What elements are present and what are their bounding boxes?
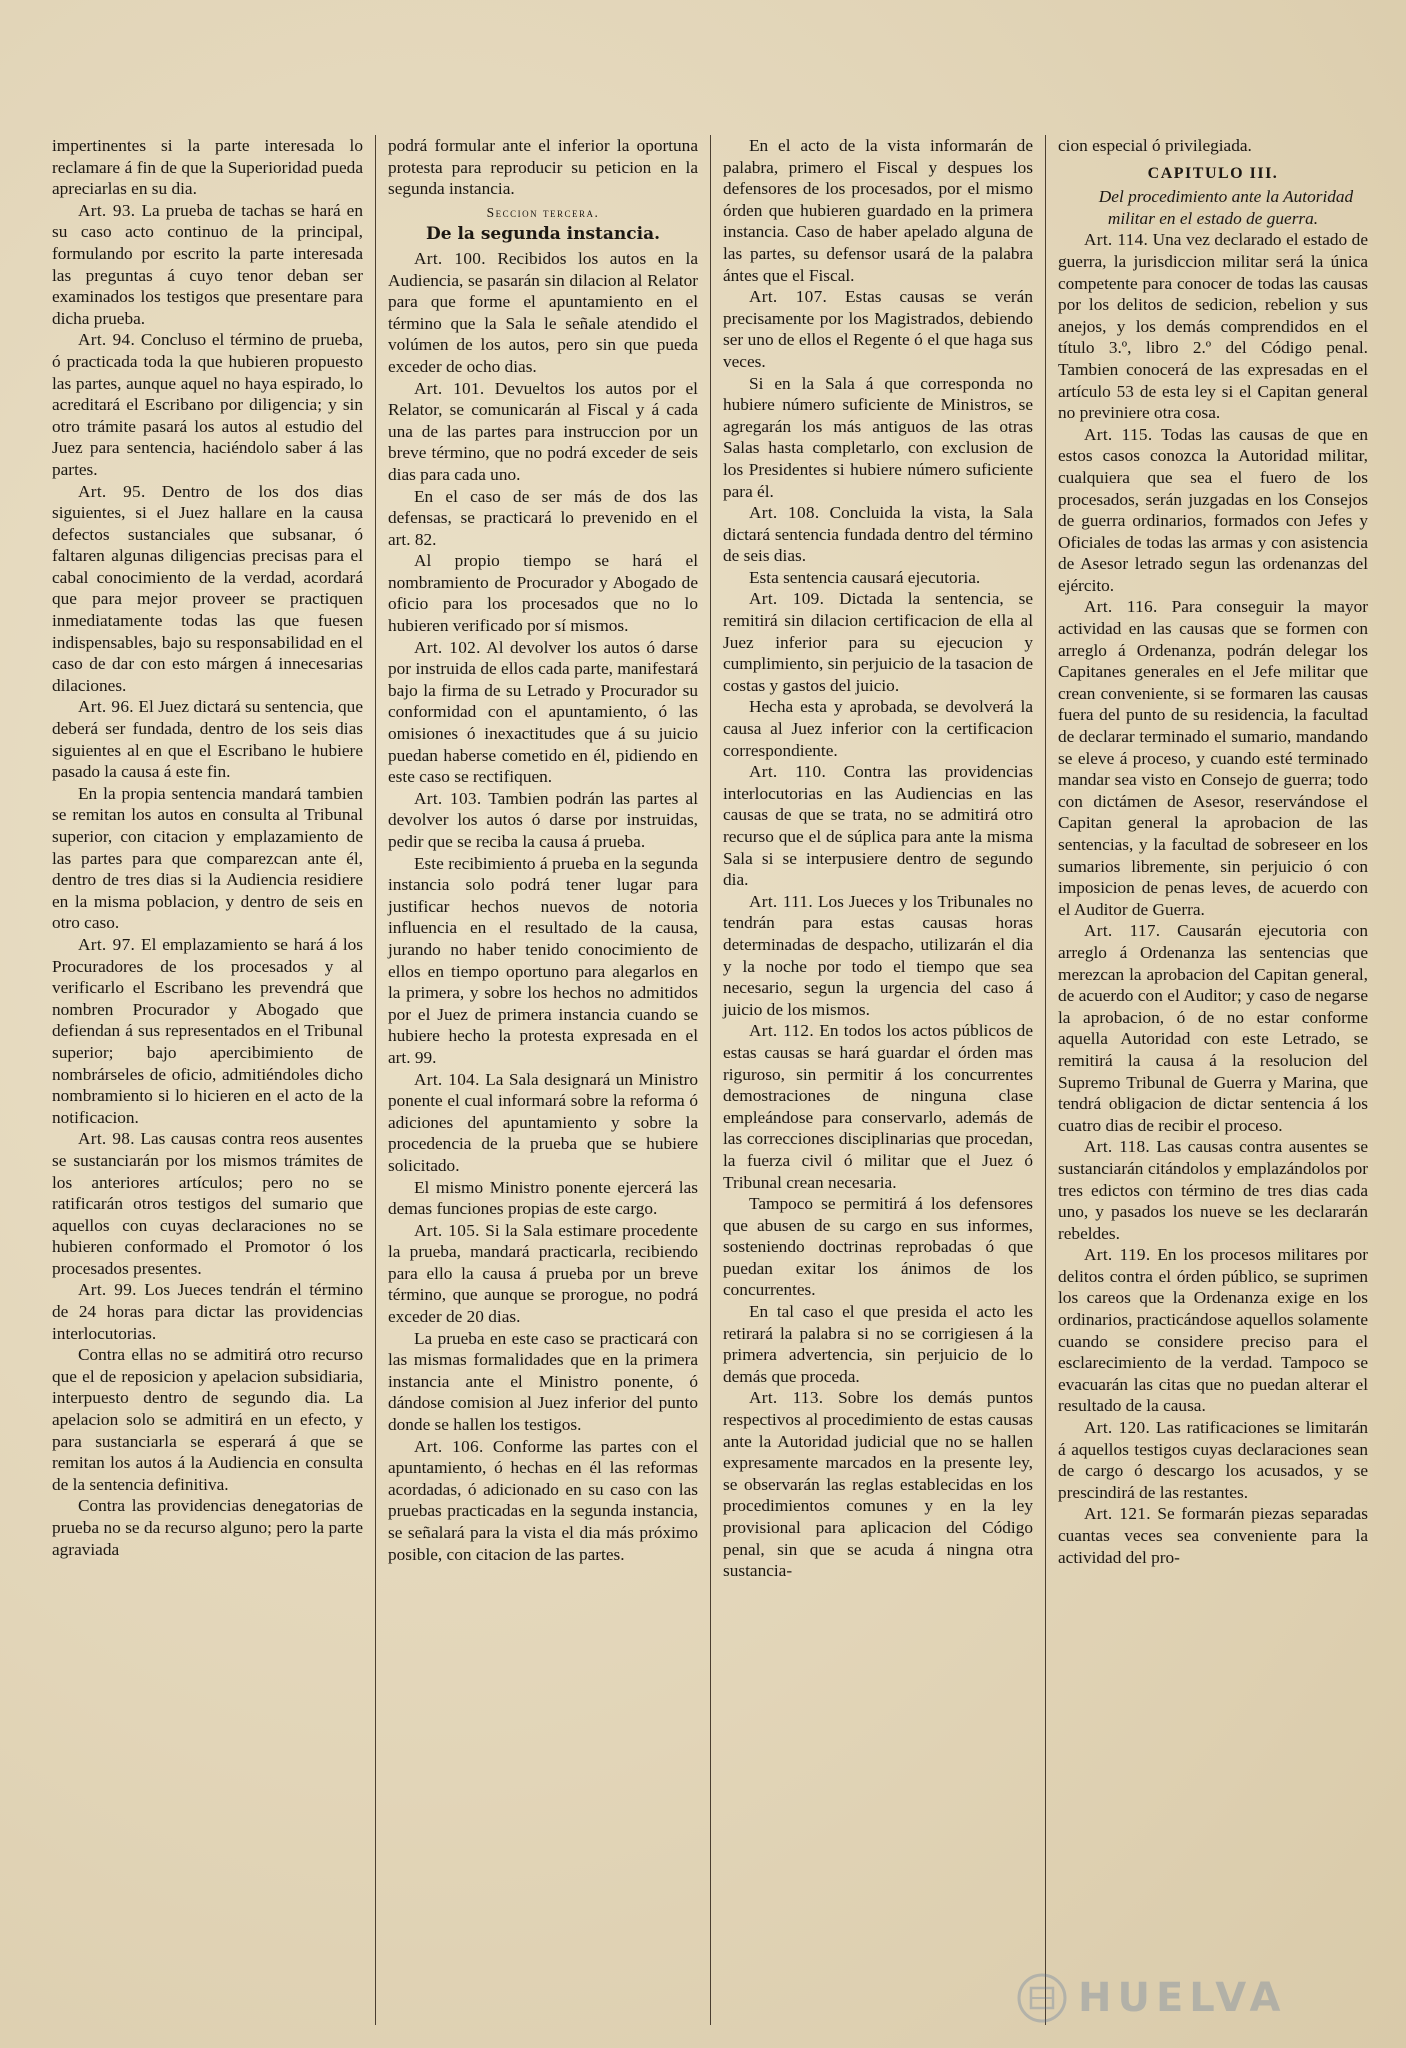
chapter-subtitle: Del procedimiento ante la Autoridad militar en el estado de guerra. <box>1098 187 1354 228</box>
article-paragraph <box>52 481 363 697</box>
text-paragraph <box>52 783 363 934</box>
paragraph-text: Las causas contra reos ausentes se sustanciarán por los mismos trámites de los anteriores artículos; pero no se ratificarán otros testigos del sumario que aquellos con cuyas declaraciones no se hubieren conformado el Promotor ó los procesados presentes. <box>52 1129 363 1278</box>
newspaper-page <box>40 135 1380 2025</box>
article-paragraph <box>52 200 363 330</box>
article-paragraph <box>388 1069 698 1177</box>
article-paragraph <box>52 1128 363 1279</box>
paragraph-text: Al devolver los autos ó darse por instruida de ellos cada parte, manifestará bajo la firma de su Letrado y Procurador su conformidad con el apuntamiento, ó las omisiones ó inexactitudes que á su juicio puedan haberse cometido en él, pidiendo en este caso se rectifiquen. <box>388 637 698 787</box>
paragraph-text: impertinentes si la parte interesada lo reclamare á fin de que la Superioridad pueda apreciarlas en su dia. <box>52 136 363 199</box>
article-number: Art. 103. <box>414 788 482 808</box>
paragraph-text: Estas causas se verán precisamente por los Magistrados, debiendo ser uno de ellos el Regente ó el que haga sus veces. <box>723 287 1033 371</box>
article-number: Art. 105. <box>414 1220 480 1240</box>
article-number: Art. 94. <box>78 330 136 350</box>
paragraph-text: Causarán ejecutoria con arreglo á Ordenanza las sentencias que merezcan la aprobacion del Capitan general, de acuerdo con el Auditor; y caso de negarse la aprobacion, ó de no estar conforme aquella Autoridad con este Letrado, se remitirá la causa á la resolucion del Supremo Tribunal de Guerra y Marina, que tendrá obligacion de dictar sentencia á los cuatro dias de recibir el proceso. <box>1058 921 1369 1135</box>
article-number: Art. 109. <box>749 589 825 609</box>
article-number: Art. 98. <box>78 1129 135 1149</box>
paragraph-text: El emplazamiento se hará á los Procuradores de los procesados y al verificarlo el Escribano les prevendrá que nombren Procurador y Abogado que defiendan á sus representados en el Tribunal superior; bajo apercibimiento de nombrárseles de oficio, admitiéndoles dicho nombramiento si lo hicieren en el acto de la notificacion. <box>52 934 363 1127</box>
paragraph-text: Hecha esta y aprobada, se devolverá la causa al Juez inferior con la certificacion correspondiente. <box>723 697 1033 760</box>
paragraph-text: Todas las causas de que en estos casos conozca la Autoridad militar, cualquiera que sea el fuero de los procesados, serán juzgadas en los Consejos de guerra ordinarios, formados con Jefes y Oficiales de todas las armas y con asistencia de Asesor letrado segun las ordenanzas del ejército. <box>1058 424 1368 595</box>
paragraph-text: Los Jueces y los Tribunales no tendrán para estas causas horas determinadas de despacho, utilizarán el dia y la noche por todo el tiempo que sea necesario, segun la urgencia del caso á juicio de los mismos. <box>723 891 1033 1019</box>
paragraph-text: Contra las providencias denegatorias de prueba no se da recurso alguno; pero la parte agraviada <box>52 1496 363 1559</box>
text-paragraph <box>388 1177 698 1220</box>
watermark <box>1016 1968 1346 2028</box>
article-number: Art. 116. <box>1084 597 1158 617</box>
text-paragraph <box>723 373 1033 503</box>
paragraph-text: Los Jueces tendrán el término de 24 horas para dictar las providencias interlocutorias. <box>52 1280 363 1343</box>
paragraph-text: Contra ellas no se admitirá otro recurso que el de reposicion y apelacion subsidiaria, interpuesto dentro de segundo dia. La apelacion solo se admitirá en un efecto, y para sustanciarla se esperará á que se remitan los autos á la Audiencia en consulta de la sentencia definitiva. <box>52 1345 363 1494</box>
article-number: Art. 100. <box>414 248 486 268</box>
text-paragraph <box>52 135 363 200</box>
paragraph-text: Tambien podrán las partes al devolver los autos ó darse por instruidas, pedir que se reciba la causa á prueba. <box>388 788 699 851</box>
chapter-heading: CAPITULO III. <box>1147 164 1279 182</box>
article-number: Art. 119. <box>1084 1245 1151 1265</box>
article-number: Art. 95. <box>78 481 146 501</box>
paragraph-text: Al propio tiempo se hará el nombramiento de Procurador y Abogado de oficio para los procesados que no lo hubieren verificado por sí mismos. <box>388 551 698 636</box>
article-paragraph <box>723 1020 1033 1193</box>
article-paragraph <box>388 1436 698 1566</box>
article-number: Art. 111. <box>749 891 813 911</box>
article-number: Art. 97. <box>78 934 136 954</box>
text-paragraph <box>388 135 698 200</box>
paragraph-text: En los procesos militares por delitos contra el órden público, se suprimen los careos que la Ordenanza exige en los ordinarios, practicándose aquellos solamente cuando se considere preciso para el esclarecimiento de la verdad. Tampoco se evacuarán las citas que no puedan alterar el resultado de la causa. <box>1058 1245 1369 1416</box>
paragraph-text: Esta sentencia causará ejecutoria. <box>749 567 981 587</box>
paragraph-text: Devueltos los autos por el Relator, se comunicarán al Fiscal y á cada una de las partes para instruccion por un breve término, que no podrá exceder de seis dias para cada uno. <box>388 378 698 484</box>
paragraph-text: Contra las providencias interlocutorias en las Audiencias en las causas de que se trata, no se admitirá otro recurso que el de súplica para ante la misma Sala si se interpusiere dentro de segundo dia. <box>723 762 1033 890</box>
paragraph-text: Si la Sala estimare procedente la prueba, mandará practicarla, recibiendo para ello la causa á prueba por un breve término, que aunque se prorogue, no podrá exceder de 20 dias. <box>388 1220 698 1327</box>
column-2 <box>375 135 710 2025</box>
article-number: Art. 121. <box>1084 1504 1151 1524</box>
paragraph-text: En el acto de la vista informarán de palabra, primero el Fiscal y despues los defensores de los procesados, por el mismo órden que hubieren guardado en la primera instancia. Caso de haber apelado alguna de las partes, su defensor usará de la palabra ántes que el Fiscal. <box>723 136 1033 285</box>
column-1 <box>40 135 375 2025</box>
paragraph-text: Concluso el término de prueba, ó practicada toda la que hubieren propuesto las partes, aunque aquel no haya espirado, lo acreditará el Escribano por diligencia; y sin otro trámite pasará los autos al estudio del Juez para sentencia, haciéndolo saber á las partes. <box>52 330 363 479</box>
article-number: Art. 99. <box>78 1280 137 1300</box>
article-paragraph <box>723 761 1033 891</box>
paragraph-text: El Juez dictará su sentencia, que deberá ser fundada, dentro de los seis dias siguientes al en que el Escribano le hubiere pasado la causa á este fin. <box>52 697 363 782</box>
text-paragraph <box>388 486 698 551</box>
article-paragraph <box>723 1387 1033 1581</box>
article-number: Art. 110. <box>749 762 827 782</box>
paragraph-text: Conforme las partes con el apuntamiento, ó hechas en él las reformas acordadas, ó adicionado en su caso con las pruebas practicadas en la segunda instancia, se señalará para la vista el dia más próximo posible, con citacion de las partes. <box>388 1436 698 1564</box>
article-number: Art. 101. <box>414 378 485 398</box>
text-paragraph <box>723 696 1033 761</box>
paragraph-text: Si en la Sala á que corresponda no hubiere número suficiente de Ministros, se agregarán los más antiguos de las otras Salas hasta completarlo, con exclusion de los Presidentes si hubiere número suficiente para él. <box>723 373 1033 501</box>
article-paragraph <box>388 1220 698 1328</box>
paragraph-text: La Sala designará un Ministro ponente el cual informará sobre la reforma ó adiciones del apuntamiento y sobre la procedencia de la prueba que se hubiere solicitado. <box>388 1069 698 1175</box>
article-number: Art. 102. <box>414 637 481 657</box>
column-4 <box>1045 135 1380 2025</box>
article-paragraph <box>723 588 1033 696</box>
article-paragraph <box>1058 229 1368 423</box>
text-paragraph <box>52 1344 363 1495</box>
paragraph-text: En tal caso el que presida el acto les retirará la palabra si no se corrigiesen á la primera advertencia, sin perjuicio de lo demás que proceda. <box>723 1302 1033 1386</box>
article-number: Art. 104. <box>414 1069 480 1089</box>
text-paragraph <box>388 1328 698 1436</box>
article-paragraph <box>1058 920 1368 1136</box>
article-paragraph <box>1058 596 1368 920</box>
article-number: Art. 114. <box>1084 230 1149 250</box>
article-paragraph <box>1058 1244 1368 1417</box>
paragraph-text: Este recibimiento á prueba en la segunda instancia solo podrá tener lugar para justificar hechos nuevos de notoria influencia en el resultado de la causa, jurando no haber tenido conocimiento de ellos en tiempo oportuno para alegarlos en la primera, y sobre los hechos no admitidos por el Juez de primera instancia cuando se hubiere hecho la protesta expresada en el art. 99. <box>388 853 698 1067</box>
article-number: Art. 113. <box>749 1388 824 1408</box>
article-paragraph <box>723 286 1033 372</box>
article-number: Art. 117. <box>1084 921 1161 941</box>
article-paragraph <box>1058 1136 1368 1244</box>
text-paragraph <box>723 1301 1033 1387</box>
article-paragraph <box>388 248 698 378</box>
article-number: Art. 107. <box>749 287 828 307</box>
section-heading: Seccion tercera. <box>486 204 600 220</box>
paragraph-text: La prueba en este caso se practicará con las mismas formalidades que en la primera instancia ante el Ministro ponente, ó dándose comision al Juez inferior del punto donde se hallen los testigos. <box>388 1328 698 1435</box>
paragraph-text: Se formarán piezas separadas cuantas veces sea conveniente para la actividad del pro- <box>1058 1504 1368 1567</box>
article-number: Art. 106. <box>414 1436 484 1456</box>
article-paragraph <box>1058 1417 1368 1503</box>
paragraph-text: Recibidos los autos en la Audiencia, se pasarán sin dilacion al Relator para que forme el apuntamiento en el término que la Sala le señale atendido el volúmen de los autos, pero sin que pueda exceder de ocho dias. <box>388 248 698 376</box>
article-number: Art. 115. <box>1084 424 1153 444</box>
paragraph-text: Dictada la sentencia, se remitirá sin dilacion certificacion de ella al Juez inferior para su ejecucion y cumplimiento, sin perjuicio de la tasacion de costas y gastos del juicio. <box>723 589 1033 695</box>
article-paragraph <box>52 329 363 480</box>
paragraph-text: Sobre los demás puntos respectivos al procedimiento de estas causas ante la Autoridad judicial que no se hallen expresamente marcados en la presente ley, se observarán las reglas establecidas en los procedimientos comunes y en la ley provisional para aplicacion del Código penal, sin que se acuda á ningna otra sustancia- <box>723 1388 1034 1581</box>
article-number: Art. 120. <box>1084 1418 1151 1438</box>
paragraph-text: Las causas contra ausentes se sustanciarán citándolos y emplazándolos por tres edictos con término de tres dias cada uno, y pasados los nueve se les declararán rebeldes. <box>1058 1137 1368 1243</box>
article-number: Art. 93. <box>78 200 136 220</box>
article-number: Art. 96. <box>78 697 134 717</box>
article-number: Art. 118. <box>1084 1137 1151 1157</box>
section-subtitle: De la segunda instancia. <box>425 224 661 245</box>
article-paragraph <box>723 502 1033 567</box>
watermark-text: HUELVA <box>1078 1975 1287 2021</box>
text-paragraph <box>1058 135 1368 157</box>
column-3 <box>710 135 1045 2025</box>
paragraph-text: En la propia sentencia mandará tambien se remitan los autos en consulta al Tribunal superior, con citacion y emplazamiento de las partes para que comparezcan ante él, dentro de tres dias si la Audiencia residiere en la misma poblacion, y dentro de seis en otro caso. <box>52 783 363 933</box>
paragraph-text: Concluida la vista, la Sala dictará sentencia fundada dentro del término de seis dias. <box>723 503 1033 566</box>
paragraph-text: El mismo Ministro ponente ejercerá las demas funciones propias de este cargo. <box>388 1177 698 1219</box>
paragraph-text: cion especial ó privilegiada. <box>1058 136 1252 155</box>
text-paragraph <box>388 550 698 636</box>
article-paragraph <box>52 696 363 782</box>
article-paragraph <box>388 378 698 486</box>
paragraph-text: Tampoco se permitirá á los defensores que abusen de su cargo en sus informes, sosteniendo doctrinas reprobadas ó que puedan exitar los ánimos de los concurrentes. <box>723 1194 1033 1300</box>
text-paragraph <box>723 567 1033 589</box>
library-seal-icon <box>1016 1972 1068 2024</box>
article-paragraph <box>388 637 698 788</box>
article-paragraph <box>1058 424 1368 597</box>
article-paragraph <box>52 1279 363 1344</box>
paragraph-text: podrá formular ante el inferior la oportuna protesta para reproducir su peticion en la segunda instancia. <box>388 136 698 199</box>
paragraph-text: Las ratificaciones se limitarán á aquellos testigos cuyas declaraciones sean de cargo ó descargo los acusados, y se prescindirá de las restantes. <box>1058 1418 1368 1502</box>
text-paragraph <box>388 853 698 1069</box>
paragraph-text: Para conseguir la mayor actividad en las causas que se formen con arreglo á Ordenanza, podrán delegar los Capitanes generales en el Jefe militar que crean conveniente, si se formaren las causas fuera del punto de su residencia, la facultad de declarar terminado el sumario, mandando se eleve á proceso, y cuando esté terminado mandar sea visto en Consejo de guerra; todo con dictámen de Asesor, reservándose el Capitan general la aprobacion de las sentencias, y la facultad de sobreseer en los sumarios libremente, sin perjuicio ó con imposicion de penas leves, de acuerdo con el Auditor de Guerra. <box>1058 597 1368 919</box>
paragraph-text: Una vez declarado el estado de guerra, la jurisdiccion militar será la única competente para conocer de todas las causas por los delitos de sedicion, rebelion y sus anejos, y los demás comprendidos en el título 3.º, libro 2.º del Código penal. Tambien conocerá de las expresadas en el artículo 53 de esta ley si el Capitan general no previniere otra cosa. <box>1058 230 1368 423</box>
article-paragraph <box>388 788 698 853</box>
article-number: Art. 108. <box>749 503 820 523</box>
article-paragraph <box>1058 1503 1368 1568</box>
text-paragraph <box>723 135 1033 286</box>
paragraph-text: Dentro de los dos dias siguientes, si el Juez hallare en la causa defectos sustanciales que subsanar, ó faltaren algunas diligencias precisas para el cabal conocimiento de la verdad, acordará que para mejor proveer se practiquen inmediatamente todas las que fuesen indispensables, bajo su responsabilidad en el caso de dar con esto márgen á innecesarias dilaciones. <box>52 481 363 695</box>
article-number: Art. 112. <box>749 1021 814 1041</box>
article-paragraph <box>723 891 1033 1021</box>
paragraph-text: En todos los actos públicos de estas causas se hará guardar el órden mas riguroso, sin permitir á los concurrentes demostraciones de ninguna clase empleándose para conservarlo, además de las correcciones disciplinarias que procedan, la fuerza civil ó militar que el Juez ó Tribunal crean necesaria. <box>723 1021 1033 1192</box>
article-paragraph <box>52 934 363 1128</box>
text-paragraph <box>723 1193 1033 1301</box>
paragraph-text: La prueba de tachas se hará en su caso acto continuo de la principal, formulando por escrito la parte interesada las preguntas á cuyo tenor deban ser examinados los testigos que presentare para dicha prueba. <box>52 200 363 328</box>
paragraph-text: En el caso de ser más de dos las defensas, se practicará lo prevenido en el art. 82. <box>388 486 698 549</box>
text-paragraph <box>52 1495 363 1560</box>
